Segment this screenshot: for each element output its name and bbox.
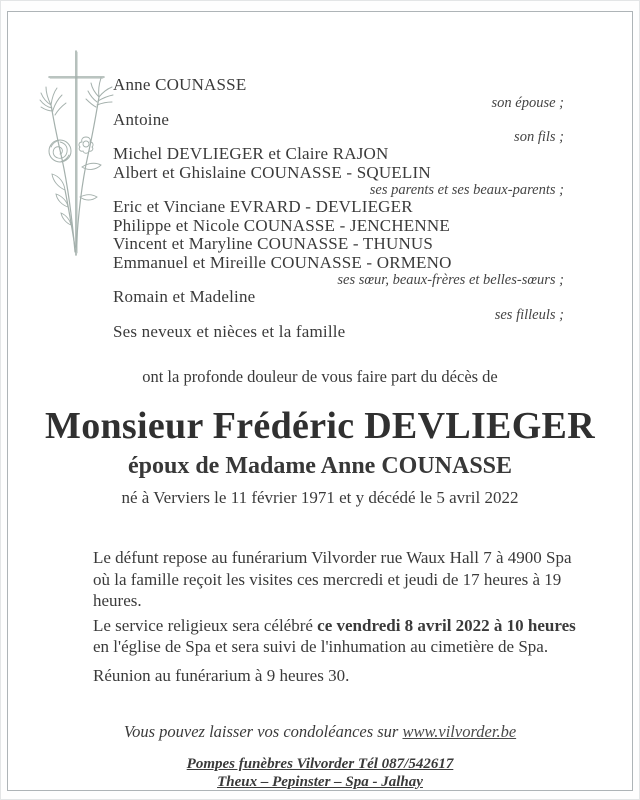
relation-label: ses sœur, beaux-frères et belles-sœurs ;	[337, 272, 564, 288]
funeral-home-line: Pompes funèbres Vilvorder Tél 087/542617	[186, 756, 454, 772]
relation-label: ses parents et ses beaux-parents ;	[369, 182, 564, 198]
mourner-name: Antoine	[113, 109, 170, 129]
mourner-name: Philippe et Nicole COUNASSE - JENCHENNE	[113, 215, 450, 235]
reunion-line: Réunion au funérarium à 9 heures 30.	[93, 665, 350, 685]
funeral-home-locations: Theux – Pepinster – Spa - Jalhay	[217, 774, 423, 790]
mourner-name: Michel DEVLIEGER et Claire RAJON	[113, 144, 389, 163]
cross-wheat-rose-illustration	[38, 47, 116, 265]
repose-line2: où la famille reçoit les visites ces mercredi et jeudi de 17 heures à 19 heures.	[93, 569, 562, 610]
condolences-website: www.vilvorder.be	[402, 722, 517, 741]
mourner-name: Eric et Vinciane EVRARD - DEVLIEGER	[113, 197, 413, 216]
mourner-name: Romain et Madeline	[113, 287, 256, 306]
announcement-block	[0, 367, 640, 509]
funeral-details	[93, 547, 600, 686]
mourner-name: Emmanuel et Mireille COUNASSE - ORMENO	[113, 252, 452, 272]
service-date-time: ce vendredi 8 avril 2022 à 10 heures	[317, 615, 576, 635]
mourner-name: Ses neveux et nièces et la famille	[113, 321, 346, 341]
relation-label: son épouse ;	[491, 94, 564, 111]
spouse-line: époux de Madame Anne COUNASSE	[127, 453, 513, 479]
service-paragraph	[93, 615, 600, 658]
birth-death-dates: né à Verviers le 11 février 1971 et y décédé le 5 avril 2022	[121, 488, 519, 507]
relation-label: ses filleuls ;	[494, 306, 564, 323]
condolences-line	[0, 722, 640, 742]
condolences-text: Vous pouvez laisser vos condoléances sur	[123, 722, 403, 741]
announcement-intro: ont la profonde douleur de vous faire part du décès de	[142, 367, 498, 386]
service-line2: en l'église de Spa et sera suivi de l'inhumation au cimetière de Spa.	[93, 637, 549, 656]
mourner-name: Vincent et Maryline COUNASSE - THUNUS	[113, 234, 434, 253]
mourner-name: Albert et Ghislaine COUNASSE - SQUELIN	[113, 162, 431, 182]
relation-label: son fils ;	[514, 129, 564, 145]
repose-line1: Le défunt repose au funérarium Vilvorder rue Waux Hall 7 à 4900 Spa	[93, 548, 572, 567]
repose-paragraph	[93, 547, 600, 612]
deceased-name: Monsieur Frédéric DEVLIEGER	[45, 405, 595, 447]
footer	[0, 722, 640, 791]
mourners-list	[113, 0, 564, 341]
service-prefix: Le service religieux sera célébré	[93, 615, 318, 635]
mourner-name: Anne COUNASSE	[113, 75, 247, 94]
